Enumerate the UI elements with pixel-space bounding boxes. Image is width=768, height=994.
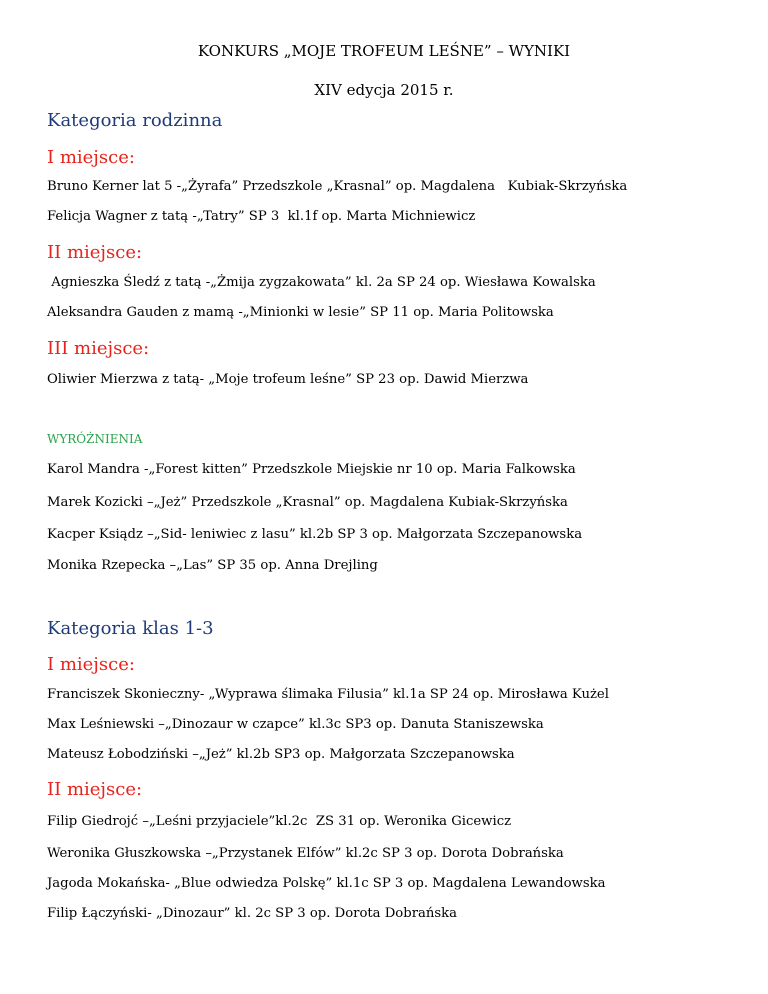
third-place-heading-family: III miejsce: [47, 338, 150, 359]
edition-subtitle: XIV edycja 2015 r. [314, 81, 454, 99]
awards-heading-family: WYRÓŻNIENIA [47, 432, 143, 446]
second-place-heading-grades: II miejsce: [47, 779, 143, 800]
list-item: Aleksandra Gauden z mamą -„Minionki w lesie” SP 11 op. Maria Politowska [47, 305, 554, 320]
list-item: Agnieszka Śledź z tatą -„Żmija zygzakowata” kl. 2a SP 24 op. Wiesława Kowalska [47, 275, 596, 290]
list-item: Kacper Ksiądz –„Sid- leniwiec z lasu” kl.2b SP 3 op. Małgorzata Szczepanowska [47, 527, 583, 542]
list-item: Jagoda Mokańska- „Blue odwiedza Polskę” kl.1c SP 3 op. Magdalena Lewandowska [47, 876, 606, 891]
document-title: KONKURS „MOJE TROFEUM LEŚNE” – WYNIKI [197, 42, 571, 60]
list-item: Oliwier Mierzwa z tatą- „Moje trofeum leśne” SP 23 op. Dawid Mierzwa [47, 372, 529, 387]
first-place-heading-grades: I miejsce: [47, 654, 135, 675]
first-place-heading-family: I miejsce: [47, 147, 135, 168]
list-item: Bruno Kerner lat 5 -„Żyrafa” Przedszkole „Krasnal” op. Magdalena Kubiak-Skrzyńska [47, 179, 628, 194]
list-item: Monika Rzepecka –„Las” SP 35 op. Anna Drejling [47, 558, 378, 573]
list-item: Felicja Wagner z tatą -„Tatry” SP 3 kl.1f op. Marta Michniewicz [47, 209, 476, 224]
second-place-heading-family: II miejsce: [47, 242, 143, 263]
list-item: Filip Łączyński- „Dinozaur” kl. 2c SP 3 op. Dorota Dobrańska [47, 906, 457, 921]
list-item: Mateusz Łobodziński –„Jeż” kl.2b SP3 op. Małgorzata Szczepanowska [47, 747, 515, 762]
category-heading-family: Kategoria rodzinna [47, 110, 223, 131]
list-item: Franciszek Skonieczny- „Wyprawa ślimaka Filusia” kl.1a SP 24 op. Mirosława Kużel [47, 687, 609, 702]
list-item: Weronika Głuszkowska –„Przystanek Elfów” kl.2c SP 3 op. Dorota Dobrańska [47, 846, 564, 861]
category-heading-grades: Kategoria klas 1-3 [47, 618, 214, 639]
list-item: Filip Giedrojć –„Leśni przyjaciele”kl.2c ZS 31 op. Weronika Gicewicz [47, 814, 512, 829]
list-item: Marek Kozicki –„Jeż” Przedszkole „Krasnal” op. Magdalena Kubiak-Skrzyńska [47, 495, 568, 510]
list-item: Karol Mandra -„Forest kitten” Przedszkole Miejskie nr 10 op. Maria Falkowska [47, 462, 576, 477]
list-item: Max Leśniewski –„Dinozaur w czapce” kl.3c SP3 op. Danuta Staniszewska [47, 717, 544, 732]
